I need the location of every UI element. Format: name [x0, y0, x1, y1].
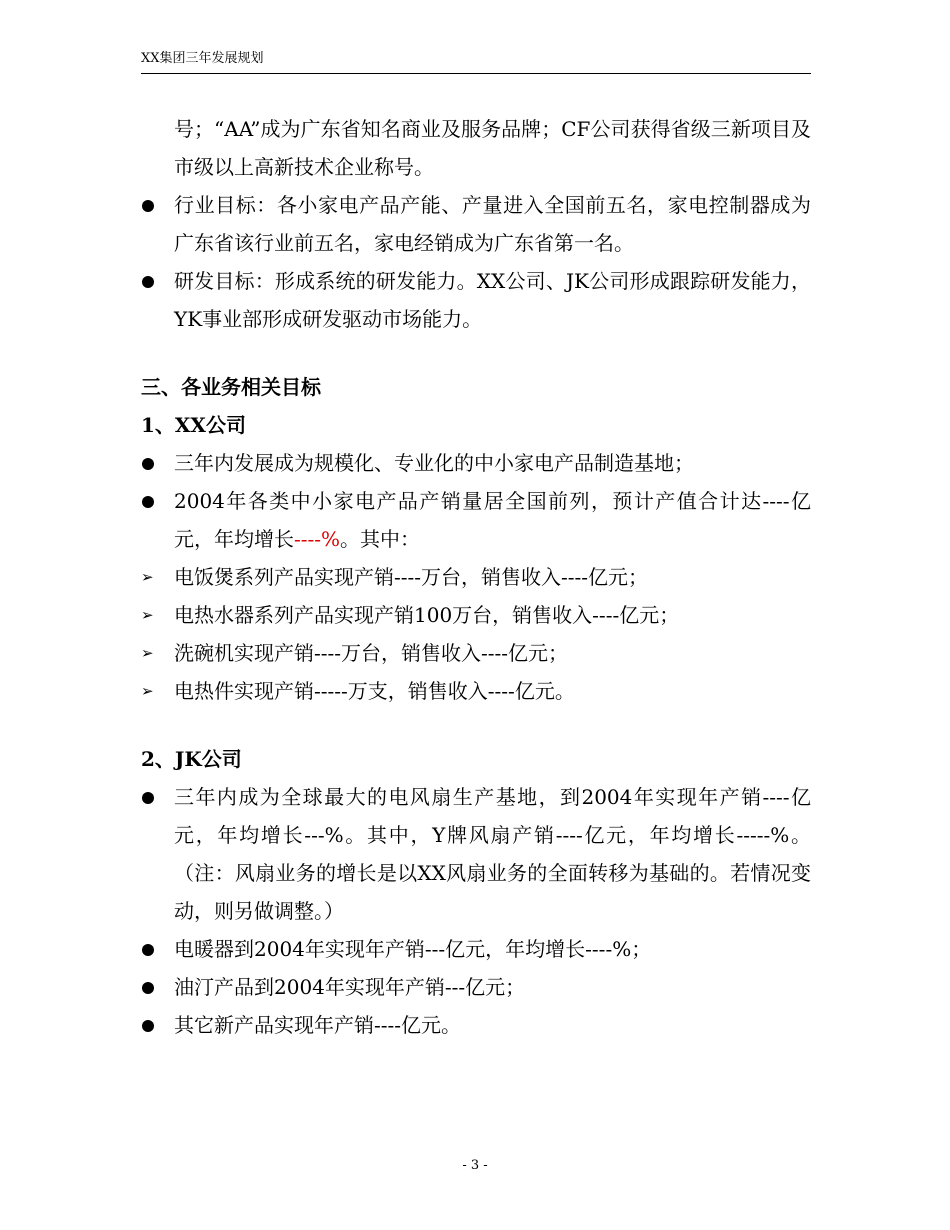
section-heading: 三、各业务相关目标	[141, 375, 321, 399]
arrow-bullet-icon: ➢	[141, 682, 154, 700]
bullet-item	[141, 444, 811, 482]
page-number: - 3 -	[462, 1158, 488, 1173]
bullet-item	[141, 482, 811, 558]
bullet-item	[141, 968, 811, 1006]
growth-placeholder: ----%	[294, 527, 341, 551]
bullet-text: 研发目标：形成系统的研发能力。XX公司、JK公司形成跟踪研发能力，YK事业部形成研发驱动市场能力。	[174, 269, 811, 331]
sub-bullet-text: 洗碗机实现产销----万台，销售收入----亿元；	[174, 641, 569, 665]
subsection-heading: 1、XX公司	[141, 413, 246, 437]
arrow-bullet-icon: ➢	[141, 606, 154, 624]
bullet-text: 油汀产品到2004年实现年产销---亿元；	[174, 975, 526, 999]
bullet-item	[141, 262, 811, 338]
bullet-item	[141, 186, 811, 262]
bullet-item	[141, 1006, 811, 1044]
bullet-text: 其它新产品实现年产销----亿元。	[174, 1013, 462, 1037]
sub-bullet-item	[141, 634, 811, 672]
bullet-text: 。其中：	[340, 527, 421, 551]
sub-bullet-item	[141, 672, 811, 710]
arrow-bullet-icon: ➢	[141, 644, 154, 662]
sub-bullet-item	[141, 596, 811, 634]
bullet-text: 三年内发展成为规模化、专业化的中小家电产品制造基地；	[174, 451, 694, 475]
bullet-text: 电暖器到2004年实现年产销---亿元，年均增长----%；	[174, 937, 652, 961]
bullet-text: 三年内成为全球最大的电风扇生产基地，到2004年实现年产销----亿元，年均增长---%。其中，Y牌风扇产销----亿元，年均增长-----%。（注：风扇业务的增长是以XX风扇业务的全面转移为基础的。若情况变动，则另做调整。）	[174, 785, 811, 923]
sub-bullet-text: 电饭煲系列产品实现产销----万台，销售收入----亿元；	[174, 565, 649, 589]
sub-bullet-text: 电热水器系列产品实现产销100万台，销售收入----亿元；	[174, 603, 680, 627]
bullet-text: 行业目标：各小家电产品产能、产量进入全国前五名，家电控制器成为广东省该行业前五名，家电经销成为广东省第一名。	[174, 193, 811, 255]
header-title: XX集团三年发展规划	[141, 51, 264, 66]
arrow-bullet-icon: ➢	[141, 568, 154, 586]
bullet-text: 2004年各类中小家电产品产销量居全国前列，预计产值合计达----亿元，年均增长	[174, 489, 811, 551]
subsection-heading: 2、JK公司	[141, 747, 242, 771]
bullet-item	[141, 930, 811, 968]
bullet-item	[141, 778, 811, 930]
sub-bullet-item	[141, 558, 811, 596]
paragraph: 号；“AA”成为广东省知名商业及服务品牌；CF公司获得省级三新项目及市级以上高新技术企业称号。	[174, 117, 811, 179]
page-header	[141, 50, 811, 74]
document-body	[141, 110, 811, 1044]
sub-bullet-text: 电热件实现产销-----万支，销售收入----亿元。	[174, 679, 575, 703]
